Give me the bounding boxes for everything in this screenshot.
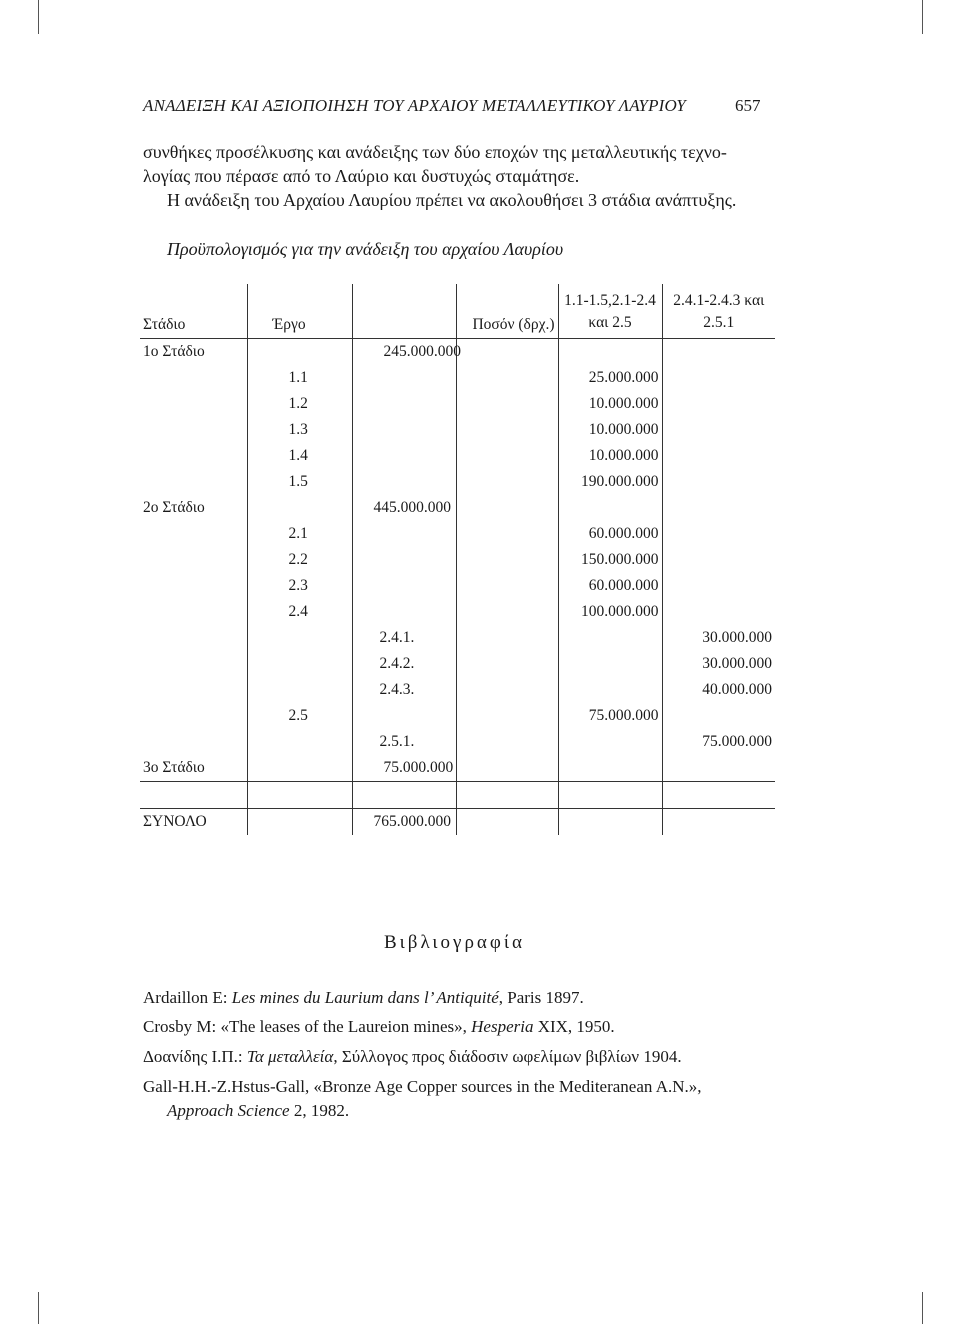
table-row — [140, 625, 775, 651]
table-spacer-row — [140, 782, 775, 809]
work-code-text: 1.5 — [288, 473, 308, 490]
bib-details: 2, 1982. — [289, 1101, 350, 1120]
total-amount: 765.000.000 — [373, 813, 451, 830]
table-row — [140, 755, 775, 782]
bib-author: Gall-H.H.-Z.Hstus-Gall, «Bronze Age Copper sources in the Mediteranean A.N.», — [143, 1077, 702, 1096]
header-subtotal-2-line2: 2.5.1 — [703, 314, 735, 331]
bib-entry-continuation — [167, 1099, 349, 1123]
table-row — [140, 469, 775, 495]
stage-label: 1ο Στάδιο — [143, 343, 205, 360]
stage-amount: 445.000.000 — [373, 499, 451, 516]
table-row — [140, 729, 775, 755]
table-total-row — [140, 809, 775, 836]
work-code-text: 2.3 — [288, 577, 308, 594]
header-amount: Ποσόν (δρχ.) — [456, 284, 558, 339]
subtotal-value: 10.000.000 — [558, 391, 662, 417]
work-code-text: 1.3 — [288, 421, 308, 438]
sub-work-code — [352, 625, 456, 651]
table-row — [140, 391, 775, 417]
table-row — [140, 599, 775, 625]
subtotal-value: 150.000.000 — [558, 547, 662, 573]
work-code — [247, 469, 352, 495]
work-code — [247, 417, 352, 443]
bib-entry — [143, 1075, 702, 1099]
sub-work-code-text: 2.5.1. — [379, 733, 415, 750]
header-work — [247, 284, 352, 339]
work-code — [247, 521, 352, 547]
subtotal-value: 10.000.000 — [558, 417, 662, 443]
header-work-label: Έργο — [272, 316, 306, 333]
bib-entry — [143, 1015, 615, 1039]
table-row — [140, 443, 775, 469]
crop-mark-top-left — [38, 0, 39, 34]
header-subtotal-1-line2: και 2.5 — [588, 314, 632, 331]
header-subtotal-2-line1: 2.4.1-2.4.3 και — [673, 292, 765, 309]
sub-work-code-text: 2.4.2. — [379, 655, 415, 672]
sub-subtotal-value: 40.000.000 — [662, 677, 775, 703]
bib-author: Crosby M: «The leases of the Laureion mines», — [143, 1017, 472, 1036]
work-code — [247, 443, 352, 469]
bib-details: XIX, 1950. — [533, 1017, 615, 1036]
work-code-text: 1.2 — [288, 395, 308, 412]
table-row — [140, 495, 775, 521]
work-code-text: 2.1 — [288, 525, 308, 542]
bib-author: Ardaillon E: — [143, 988, 232, 1007]
work-code-text: 1.4 — [288, 447, 308, 464]
crop-mark-bottom-left — [38, 1292, 39, 1324]
subtotal-value: 60.000.000 — [558, 573, 662, 599]
work-code — [247, 547, 352, 573]
subtotal-value: 10.000.000 — [558, 443, 662, 469]
bib-author: Δοανίδης Ι.Π.: — [143, 1047, 247, 1066]
work-code — [247, 365, 352, 391]
running-title: ΑΝΑΔΕΙΞΗ ΚΑΙ ΑΞΙΟΠΟΙΗΣΗ ΤΟΥ ΑΡΧΑΙΟΥ ΜΕΤΑΛΛΕΥΤΙΚΟΥ ΛΑΥΡΙΟΥ — [143, 96, 686, 115]
sub-work-code — [352, 677, 456, 703]
subtotal-value: 100.000.000 — [558, 599, 662, 625]
work-code-text: 2.5 — [288, 707, 308, 724]
sub-subtotal-value: 30.000.000 — [662, 651, 775, 677]
subtotal-value: 60.000.000 — [558, 521, 662, 547]
table-row — [140, 417, 775, 443]
bib-details: , Σύλλογος προς διάδοσιν ωφελίμων βιβλίων 1904. — [333, 1047, 682, 1066]
bib-title: Hesperia — [471, 1017, 534, 1036]
table-row — [140, 651, 775, 677]
bibliography-title: Βιβλιογραφία — [384, 932, 525, 953]
table-row — [140, 521, 775, 547]
work-code-text: 2.2 — [288, 551, 308, 568]
table-row — [140, 339, 775, 366]
total-label: ΣΥΝΟΛΟ — [143, 813, 207, 830]
sub-work-code-text: 2.4.3. — [379, 681, 415, 698]
body-line-3: Η ανάδειξη του Αρχαίου Λαυρίου πρέπει να ακολουθήσει 3 στάδια ανάπτυξης. — [167, 190, 737, 210]
bib-title: Τα μεταλλεία — [246, 1047, 334, 1066]
stage-label: 2ο Στάδιο — [143, 499, 205, 516]
header-subtotal-1-line1: 1.1-1.5,2.1-2.4 — [564, 292, 656, 309]
budget-subtitle: Προϋπολογισμός για την ανάδειξη του αρχαίου Λαυρίου — [167, 239, 564, 259]
crop-mark-top-right — [922, 0, 923, 34]
header-subtotal-2 — [662, 284, 775, 339]
body-line-1: συνθήκες προσέλκυσης και ανάδειξης των δύο εποχών της μεταλλευτικής τεχνο- — [143, 142, 727, 162]
sub-work-code-text: 2.4.1. — [379, 629, 415, 646]
table-row — [140, 365, 775, 391]
work-code-text: 2.4 — [288, 603, 308, 620]
subtotal-value: 75.000.000 — [558, 703, 662, 729]
sub-subtotal-value: 30.000.000 — [662, 625, 775, 651]
sub-work-code — [352, 651, 456, 677]
page-number: 657 — [735, 96, 761, 115]
table-row — [140, 677, 775, 703]
table-row — [140, 703, 775, 729]
work-code — [247, 599, 352, 625]
crop-mark-bottom-right — [922, 1292, 923, 1324]
bib-entry — [143, 1045, 682, 1069]
sub-subtotal-value: 75.000.000 — [662, 729, 775, 755]
stage-label: 3ο Στάδιο — [140, 755, 247, 782]
table-row — [140, 573, 775, 599]
work-code — [247, 573, 352, 599]
subtotal-value: 190.000.000 — [558, 469, 662, 495]
budget-table — [140, 284, 775, 835]
subtotal-value: 25.000.000 — [558, 365, 662, 391]
sub-work-code — [352, 729, 456, 755]
bib-title: Approach Science — [167, 1101, 290, 1120]
bib-entry — [143, 986, 584, 1010]
work-code — [247, 391, 352, 417]
table-header-row — [140, 284, 775, 339]
work-code — [247, 703, 352, 729]
body-line-2: λογίας που πέρασε από το Λαύριο και δυστυχώς σταμάτησε. — [143, 166, 580, 186]
table-row — [140, 547, 775, 573]
stage-amount: 75.000.000 — [383, 759, 454, 776]
header-subtotal-1 — [558, 284, 662, 339]
header-stage: Στάδιο — [140, 284, 247, 339]
work-code-text: 1.1 — [288, 369, 308, 386]
stage-amount: 245.000.000 — [383, 343, 461, 360]
bib-title: Les mines du Laurium dans l’ Antiquité — [231, 988, 499, 1007]
bib-details: , Paris 1897. — [498, 988, 584, 1007]
